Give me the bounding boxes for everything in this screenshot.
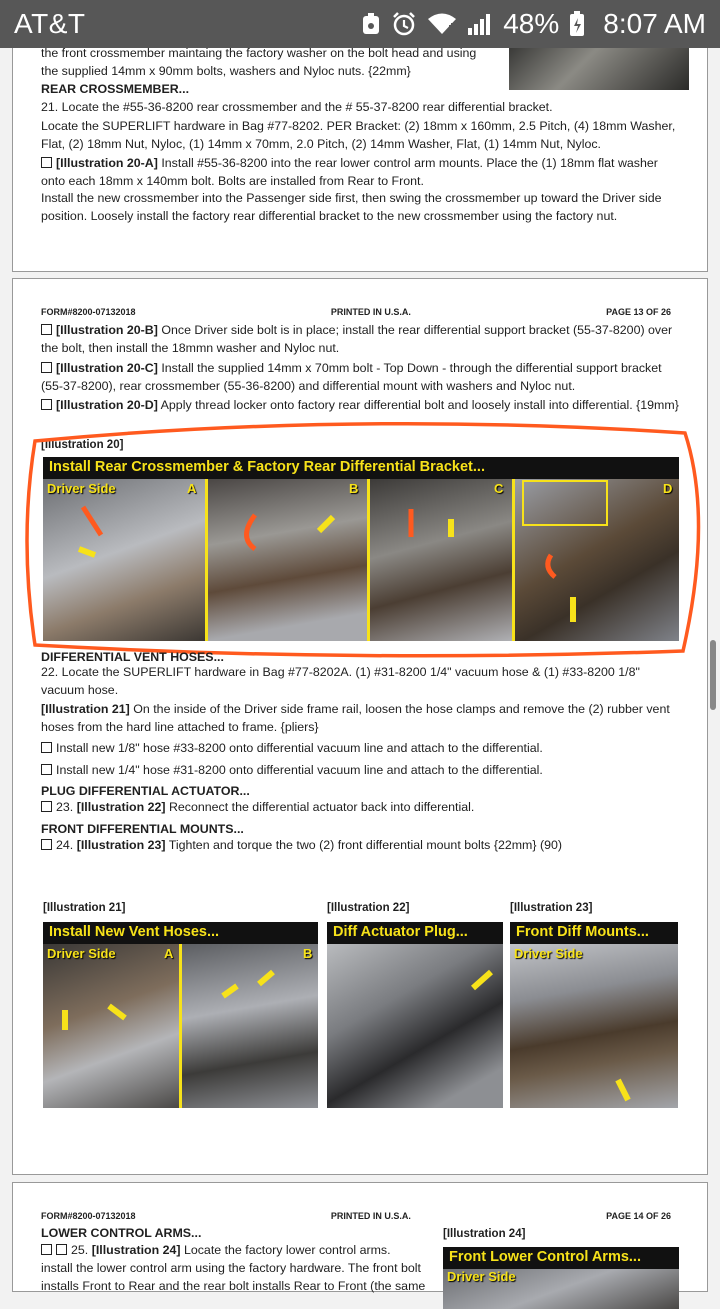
- panel-letter: B: [349, 481, 359, 496]
- panel-letter: C: [494, 481, 504, 496]
- arrow-icon: [223, 986, 237, 996]
- hose-step-1: [41, 739, 683, 757]
- illustration-ref: [Illustration 20-D]: [56, 398, 158, 412]
- illustration-23-banner: Front Diff Mounts...: [510, 922, 678, 944]
- step-text: Install new 1/4" hose #31-8200 onto differential vacuum line and attach to the differential.: [56, 763, 543, 777]
- status-icons: [361, 8, 706, 40]
- section-heading: PLUG DIFFERENTIAL ACTUATOR...: [41, 784, 250, 798]
- step-text: Install #55-36-8200 into the rear lower control arm mounts. Place the (1) 18mm flat washer onto each 18mm x 140mm bolt. Bolts are installed from Rear to Front.: [41, 156, 658, 189]
- text-line: installs Front to Rear and the rear bolt installs Rear to Front (the same: [41, 1279, 426, 1293]
- checkbox[interactable]: [41, 157, 52, 168]
- form-number: FORM#8200-07132018: [41, 307, 136, 317]
- document-page-14: [12, 1182, 708, 1292]
- form-number: FORM#8200-07132018: [41, 1211, 136, 1221]
- illustration-20c-step: [41, 359, 683, 395]
- illustration-24-banner: Front Lower Control Arms...: [443, 1247, 679, 1269]
- document-page-13: [12, 278, 708, 1175]
- illustration-23-caption: [Illustration 23]: [510, 902, 593, 914]
- checkbox[interactable]: [41, 324, 52, 335]
- panel-letter: B: [303, 946, 313, 961]
- step-text: Locate the factory lower control arms.: [183, 1243, 391, 1257]
- step-number: 25.: [71, 1243, 89, 1257]
- checkbox[interactable]: [41, 801, 52, 812]
- checkbox[interactable]: [41, 839, 52, 850]
- illustration-21-photo: [43, 922, 318, 1108]
- illustration-ref: [Illustration 20-C]: [56, 361, 158, 375]
- section-heading: DIFFERENTIAL VENT HOSES...: [41, 650, 224, 664]
- illustration-ref: [Illustration 21]: [41, 702, 130, 716]
- clock: 8:07 AM: [603, 8, 706, 39]
- page-header: [41, 1211, 671, 1221]
- checkbox[interactable]: [41, 362, 52, 373]
- illustration-21-caption: [Illustration 21]: [43, 902, 126, 914]
- step-text: Tighten and torque the two (2) front differential mount bolts {22mm} (90): [168, 838, 562, 852]
- driver-side-label: Driver Side: [447, 1269, 516, 1284]
- alarm-icon: [391, 11, 417, 37]
- illustration-21-banner: Install New Vent Hoses...: [43, 922, 318, 944]
- illustration-24-caption: [Illustration 24]: [443, 1228, 526, 1240]
- checkbox[interactable]: [41, 399, 52, 410]
- step-number: 24.: [56, 838, 74, 852]
- arrow-overlays: [510, 922, 678, 1108]
- text-line: install the lower control arm using the factory hardware. The front bolt: [41, 1261, 421, 1275]
- step-text: Install new 1/8" hose #33-8200 onto differential vacuum line and attach to the differential.: [56, 741, 543, 755]
- driver-side-label: Driver Side: [47, 481, 116, 496]
- illustration-21-step: [41, 700, 683, 736]
- illustration-ref: [Illustration 23]: [76, 838, 166, 852]
- text-line: the front crossmember maintaing the factory washer on the bolt head and using: [41, 46, 477, 60]
- driver-side-label: Driver Side: [47, 946, 116, 961]
- illustration-24-photo: [443, 1247, 679, 1307]
- illustration-20-banner: Install Rear Crossmember & Factory Rear Differential Bracket...: [43, 457, 679, 479]
- arrow-icon: [473, 972, 491, 988]
- paragraph-crossmember-washer: [41, 44, 507, 80]
- page-number: PAGE 14 OF 26: [606, 1211, 671, 1221]
- printed-label: PRINTED IN U.S.A.: [330, 1211, 411, 1221]
- step-21: 21. Locate the #55-36-8200 rear crossmember and the # 55-37-8200 rear differential bracket.: [41, 100, 553, 114]
- signal-icon: [467, 12, 493, 36]
- carrier-label: AT&T: [14, 8, 86, 39]
- illustration-20b-step: [41, 321, 683, 357]
- checkbox[interactable]: [56, 1244, 67, 1255]
- step-25: [41, 1241, 445, 1259]
- step-text: On the inside of the Driver side frame rail, loosen the hose clamps and remove the (2) rubber vent hoses from the hard line attached to frame. {pliers}: [41, 702, 670, 735]
- wifi-icon: [427, 12, 457, 36]
- arrow-icon: [259, 972, 273, 984]
- illustration-20a-step: [41, 154, 683, 190]
- illustration-22-caption: [Illustration 22]: [327, 902, 410, 914]
- illustration-ref: [Illustration 22]: [76, 800, 166, 814]
- notification-icon: [361, 12, 381, 36]
- arrow-icon: [109, 1006, 125, 1018]
- step-text: Once Driver side bolt is in place; install the rear differential support bracket (55-37-8200) over the bolt, then install the 18mmn washer and Nyloc nut.: [41, 323, 673, 356]
- panel-letter: D: [663, 481, 673, 496]
- checkbox[interactable]: [41, 764, 52, 775]
- illustration-ref: [Illustration 24]: [91, 1243, 181, 1257]
- step-22: 22. Locate the SUPERLIFT hardware in Bag #77-8202A. (1) #31-8200 1/4" vacuum hose & (1) #33-8200 1/8" vacuum hose.: [41, 665, 640, 698]
- arrow-icon: [618, 1080, 628, 1100]
- section-heading: LOWER CONTROL ARMS...: [41, 1226, 202, 1240]
- scrollbar-thumb[interactable]: [710, 640, 716, 710]
- document-page-12: [12, 48, 708, 272]
- illustration-22-photo: [327, 922, 503, 1108]
- highlight-circle: [13, 419, 709, 659]
- panel-letter: A: [187, 481, 197, 496]
- arrow-overlays: [327, 922, 503, 1108]
- illustration-ref: [Illustration 20-A]: [56, 156, 158, 170]
- battery-icon: [569, 11, 585, 37]
- illustration-ref: [Illustration 20-B]: [56, 323, 158, 337]
- step-text: Apply thread locker onto factory rear differential bolt and loosely install into differential. {19mm}: [160, 398, 679, 412]
- text-line: the supplied 14mm x 90mm bolts, washers and Nyloc nuts. {22mm}: [41, 64, 411, 79]
- illustration-20-caption: [Illustration 20]: [41, 439, 124, 451]
- page-header: [41, 307, 671, 317]
- page-number: PAGE 13 OF 26: [606, 307, 671, 317]
- section-heading: FRONT DIFFERENTIAL MOUNTS...: [41, 822, 244, 836]
- illustration-20d-step: [41, 396, 683, 414]
- step-24: [41, 836, 683, 854]
- panel-letter: A: [164, 946, 174, 961]
- step-text: Install the supplied 14mm x 70mm bolt - Top Down - through the differential support bracket (55-37-8200), rear crossmember (55-36-8200) and differential mount with washers and Nyloc nut.: [41, 361, 662, 394]
- hose-step-2: [41, 761, 683, 779]
- hardware-list: Locate the SUPERLIFT hardware in Bag #77-8202. PER Bracket: (2) 18mm x 160mm, 2.5 Pitch, (4) 18mm Washer, Flat, (2) 18mm Nut, Nyloc, (1) 14mm x 70mm, 2.0 Pitch, (2) 14mm Washer, Flat, (1) 14mm Nut, Nyloc.: [41, 119, 676, 152]
- status-bar: [0, 0, 720, 48]
- checkbox[interactable]: [41, 1244, 52, 1255]
- printed-label: PRINTED IN U.S.A.: [330, 307, 411, 317]
- illustration-22-banner: Diff Actuator Plug...: [327, 922, 503, 944]
- install-paragraph: Install the new crossmember into the Passenger side first, then swing the crossmember up toward the Driver side position. Loosely install the factory rear differential bracket to the new crossmember using the factory nut.: [41, 191, 662, 224]
- battery-percent: 48%: [503, 8, 560, 39]
- step-text: Reconnect the differential actuator back into differential.: [168, 800, 475, 814]
- arrow-overlays: [43, 922, 318, 1108]
- illustration-23-photo: [510, 922, 678, 1108]
- checkbox[interactable]: [41, 742, 52, 753]
- step-23: [41, 798, 683, 816]
- section-heading: REAR CROSSMEMBER...: [41, 82, 190, 96]
- driver-side-label: Driver Side: [514, 946, 583, 961]
- step-number: 23.: [56, 800, 74, 814]
